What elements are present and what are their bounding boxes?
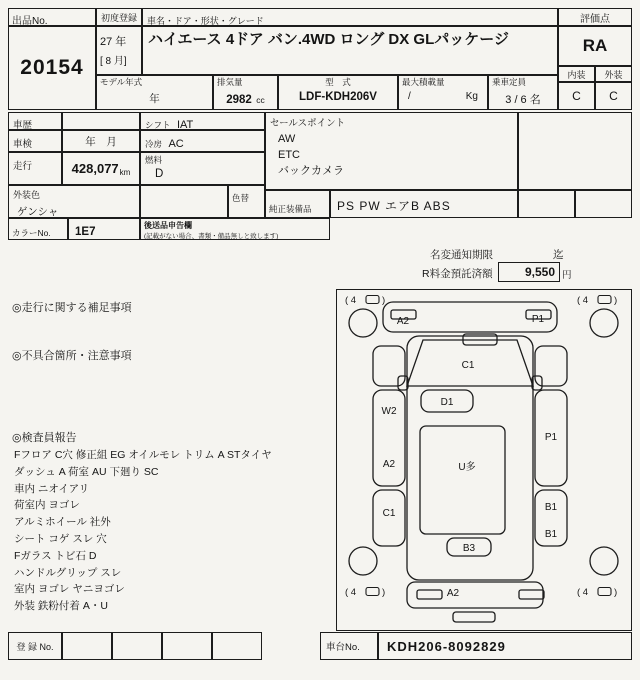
model-code-cell — [278, 75, 398, 110]
max-load-cell — [398, 75, 488, 110]
shift-label: シフト — [145, 120, 171, 130]
inspector-report-line: ハンドルグリップ スレ — [14, 566, 122, 579]
chassis-value-cell — [378, 632, 632, 660]
equipment-empty-cell-1 — [518, 190, 575, 218]
exterior-color-cell — [8, 185, 140, 218]
cooling-label: 冷房 — [145, 139, 163, 149]
exterior-header-cell — [595, 66, 632, 82]
name-change-deadline-suffix: 迄 — [553, 249, 564, 261]
sales-point-item: バックカメラ — [278, 165, 344, 177]
name-change-deadline-label: 名変通知期限 — [430, 249, 493, 261]
history-label: 車歴 — [13, 120, 33, 131]
recycle-fee-label: R料金預託済額 — [422, 268, 493, 280]
sales-points-label: セールスポイント — [270, 118, 346, 129]
inspector-report-line: シート コゲ スレ 穴 — [14, 532, 107, 545]
displacement-unit: cc — [256, 94, 265, 105]
interior-label: 内装 — [567, 69, 586, 80]
rear-bumper-shape — [407, 582, 543, 608]
color-change-label: 色替 — [232, 193, 250, 203]
wheel-front-left-icon — [349, 309, 377, 337]
rear-center-plate — [453, 612, 495, 622]
later-items-label: 後送品申告欄 — [144, 221, 192, 230]
right-fender-shape — [535, 346, 567, 386]
damage-mark: B3 — [462, 543, 476, 554]
inspector-report — [14, 447, 334, 615]
damage-mark: A2 — [396, 316, 410, 327]
max-load-unit: Kg — [465, 90, 478, 102]
interior-grade-cell — [558, 82, 595, 110]
tire-tread-mark-front-right — [577, 295, 617, 306]
registration-label: 登 録 No. — [16, 641, 54, 652]
vehicle-name: ハイエース 4ドア バン.4WD ロング DX GLパッケージ — [148, 31, 509, 48]
damage-mark: P1 — [531, 314, 545, 325]
equipment-label: 純正装備品 — [269, 204, 312, 214]
history-label-cell — [8, 112, 62, 130]
wheel-rear-right-icon — [590, 547, 618, 575]
tread-box-icon — [598, 296, 611, 304]
vehicle-name-cell — [142, 26, 558, 75]
registration-empty-cell-2 — [112, 632, 162, 660]
grade-value: RA — [582, 36, 608, 55]
damage-mark: U多 — [458, 462, 476, 473]
cooling-value: AC — [168, 138, 184, 150]
first-reg-year: 27 年 — [100, 36, 127, 48]
vehicle-name-label: 車名・ドア・形状・グレード — [147, 16, 264, 26]
mileage-value: 428,077 — [71, 161, 119, 176]
inspection-value: 年 月 — [85, 135, 117, 148]
color-change-cell — [228, 185, 265, 218]
history-value-cell — [62, 112, 140, 130]
inspector-heading: ◎検査員報告 — [12, 432, 77, 444]
displacement-cell — [213, 75, 278, 110]
model-year-label: モデル年式 — [100, 77, 143, 87]
model-year-value: 年 — [149, 92, 160, 105]
tread-close-text: ) — [614, 295, 618, 306]
fuel-label: 燃料 — [145, 155, 163, 165]
inspector-report-line: 室内 ヨゴレ ヤニヨゴレ — [14, 583, 125, 596]
exterior-grade: C — [609, 89, 618, 103]
max-load-slash: / — [408, 90, 411, 102]
tread-box-icon — [366, 588, 379, 596]
chassis-label: 車台No. — [326, 642, 360, 653]
first-reg-header-cell — [96, 8, 142, 26]
mileage-label-cell — [8, 152, 62, 185]
lot-no-cell — [8, 26, 96, 110]
tread-open-text: ( 4 — [577, 295, 589, 306]
later-items-cell — [140, 218, 330, 240]
cooling-cell — [140, 130, 265, 152]
first-reg-label: 初度登録 — [100, 12, 137, 23]
left-fender-shape — [373, 346, 405, 386]
tread-box-icon — [598, 588, 611, 596]
color-no-value: 1E7 — [75, 226, 96, 238]
mileage-value-cell — [62, 152, 140, 185]
tire-tread-mark-rear-left — [345, 587, 385, 598]
inspector-report-line: Fガラス トビ石 D — [14, 549, 97, 562]
vehicle-diagram — [337, 290, 631, 630]
lot-number: 20154 — [20, 56, 84, 79]
color-sample-cell — [140, 185, 228, 218]
tread-open-text: ( 4 — [345, 295, 357, 306]
tire-tread-mark-rear-right — [577, 587, 617, 598]
equipment-empty-cell-2 — [575, 190, 632, 218]
first-reg-month: [ 8 月] — [100, 56, 127, 67]
damage-mark: D1 — [440, 397, 454, 408]
damage-mark: A2 — [382, 459, 396, 470]
inspection-label: 車検 — [13, 139, 33, 150]
sales-points-empty-cell — [518, 112, 632, 190]
inspection-value-cell — [62, 130, 140, 152]
equipment-label-cell — [265, 190, 330, 218]
grade-header-cell — [558, 8, 632, 26]
sales-point-item: AW — [278, 133, 296, 145]
registration-empty-cell-1 — [62, 632, 112, 660]
fuel-cell — [140, 152, 265, 185]
shift-cell — [140, 112, 265, 130]
damage-mark: C1 — [461, 360, 475, 371]
inspector-report-line: 車内 ニオイアリ — [14, 482, 90, 495]
fuel-value: D — [155, 167, 164, 180]
color-no-label-cell — [8, 218, 68, 240]
defect-heading: ◎不具合箇所・注意事項 — [12, 350, 132, 362]
tread-open-text: ( 4 — [577, 587, 589, 598]
recycle-fee-unit: 円 — [562, 270, 572, 281]
model-year-cell — [96, 75, 213, 110]
color-no-label: カラーNo. — [12, 228, 51, 238]
tread-close-text: ) — [382, 587, 386, 598]
inspector-report-line: アルミホイール 社外 — [14, 516, 111, 529]
exterior-color-label: 外装色 — [13, 190, 41, 200]
vehicle-name-header-cell — [142, 8, 558, 26]
capacity-cell — [488, 75, 558, 110]
displacement-value: 2982 — [226, 93, 252, 106]
damage-mark: C1 — [382, 508, 396, 519]
registration-empty-cell-4 — [212, 632, 262, 660]
damage-mark: B1 — [544, 502, 558, 513]
rear-bumper-plate-right — [519, 590, 544, 599]
mileage-unit: km — [119, 168, 131, 177]
wheel-front-right-icon — [590, 309, 618, 337]
lot-no-label: 出品No. — [12, 16, 48, 27]
roof-shape — [420, 426, 505, 534]
inspector-report-line: ダッシュ A 荷室 AU 下廻り SC — [14, 465, 159, 478]
tread-box-icon — [366, 296, 379, 304]
recycle-fee-value-cell — [498, 262, 560, 282]
later-items-note: (記載がない場合、書類・備品無しと致します) — [144, 233, 279, 240]
color-no-value-cell — [68, 218, 140, 240]
model-code-label: 型 式 — [325, 77, 351, 87]
grade-label: 評価点 — [580, 13, 610, 25]
exterior-grade-cell — [595, 82, 632, 110]
chassis-label-cell — [320, 632, 378, 660]
exterior-color-value: ゲンシャ — [17, 206, 59, 218]
sales-points-cell — [265, 112, 518, 190]
registration-empty-cell-3 — [162, 632, 212, 660]
chassis-number: KDH206-8092829 — [387, 638, 506, 654]
model-code-value: LDF-KDH206V — [299, 90, 377, 103]
inspector-report-line: Fフロア C穴 修正組 EG オイルモレ トリム A STタイヤ — [14, 449, 272, 461]
grade-cell — [558, 26, 632, 66]
tread-close-text: ) — [614, 587, 618, 598]
wheel-rear-left-icon — [349, 547, 377, 575]
capacity-value: 3 / 6 名 — [505, 93, 541, 106]
vehicle-diagram-cell — [336, 289, 632, 631]
capacity-label: 乗車定員 — [492, 77, 527, 87]
tread-close-text: ) — [382, 295, 386, 306]
left-door-shape — [373, 390, 405, 486]
damage-mark: P1 — [544, 432, 558, 443]
recycle-fee-amount: 9,550 — [524, 265, 555, 279]
sales-point-item: ETC — [278, 149, 300, 161]
interior-grade: C — [572, 89, 581, 103]
damage-mark: W2 — [381, 406, 397, 417]
sales-points-list — [270, 131, 513, 179]
mileage-note-heading: ◎走行に関する補足事項 — [12, 302, 132, 314]
inspector-report-line: 外装 鉄粉付着 A・U — [14, 600, 108, 613]
shift-value: IAT — [176, 119, 194, 131]
first-reg-cell — [96, 26, 142, 75]
damage-mark: B1 — [544, 529, 558, 540]
lot-no-header-cell — [8, 8, 96, 26]
inspection-label-cell — [8, 130, 62, 152]
tread-open-text: ( 4 — [345, 587, 357, 598]
max-load-label: 最大積載量 — [402, 77, 445, 87]
mileage-label: 走行 — [13, 161, 33, 172]
rear-bumper-plate-left — [417, 590, 442, 599]
exterior-label: 外装 — [604, 69, 623, 80]
registration-label-cell — [8, 632, 62, 660]
equipment-value: PS PW エアB ABS — [337, 199, 451, 213]
displacement-label: 排気量 — [217, 77, 243, 87]
equipment-value-cell — [330, 190, 518, 218]
tire-tread-mark-front-left — [345, 295, 385, 306]
damage-mark: A2 — [446, 588, 460, 599]
interior-header-cell — [558, 66, 595, 82]
inspector-report-line: 荷室内 ヨゴレ — [14, 499, 80, 512]
